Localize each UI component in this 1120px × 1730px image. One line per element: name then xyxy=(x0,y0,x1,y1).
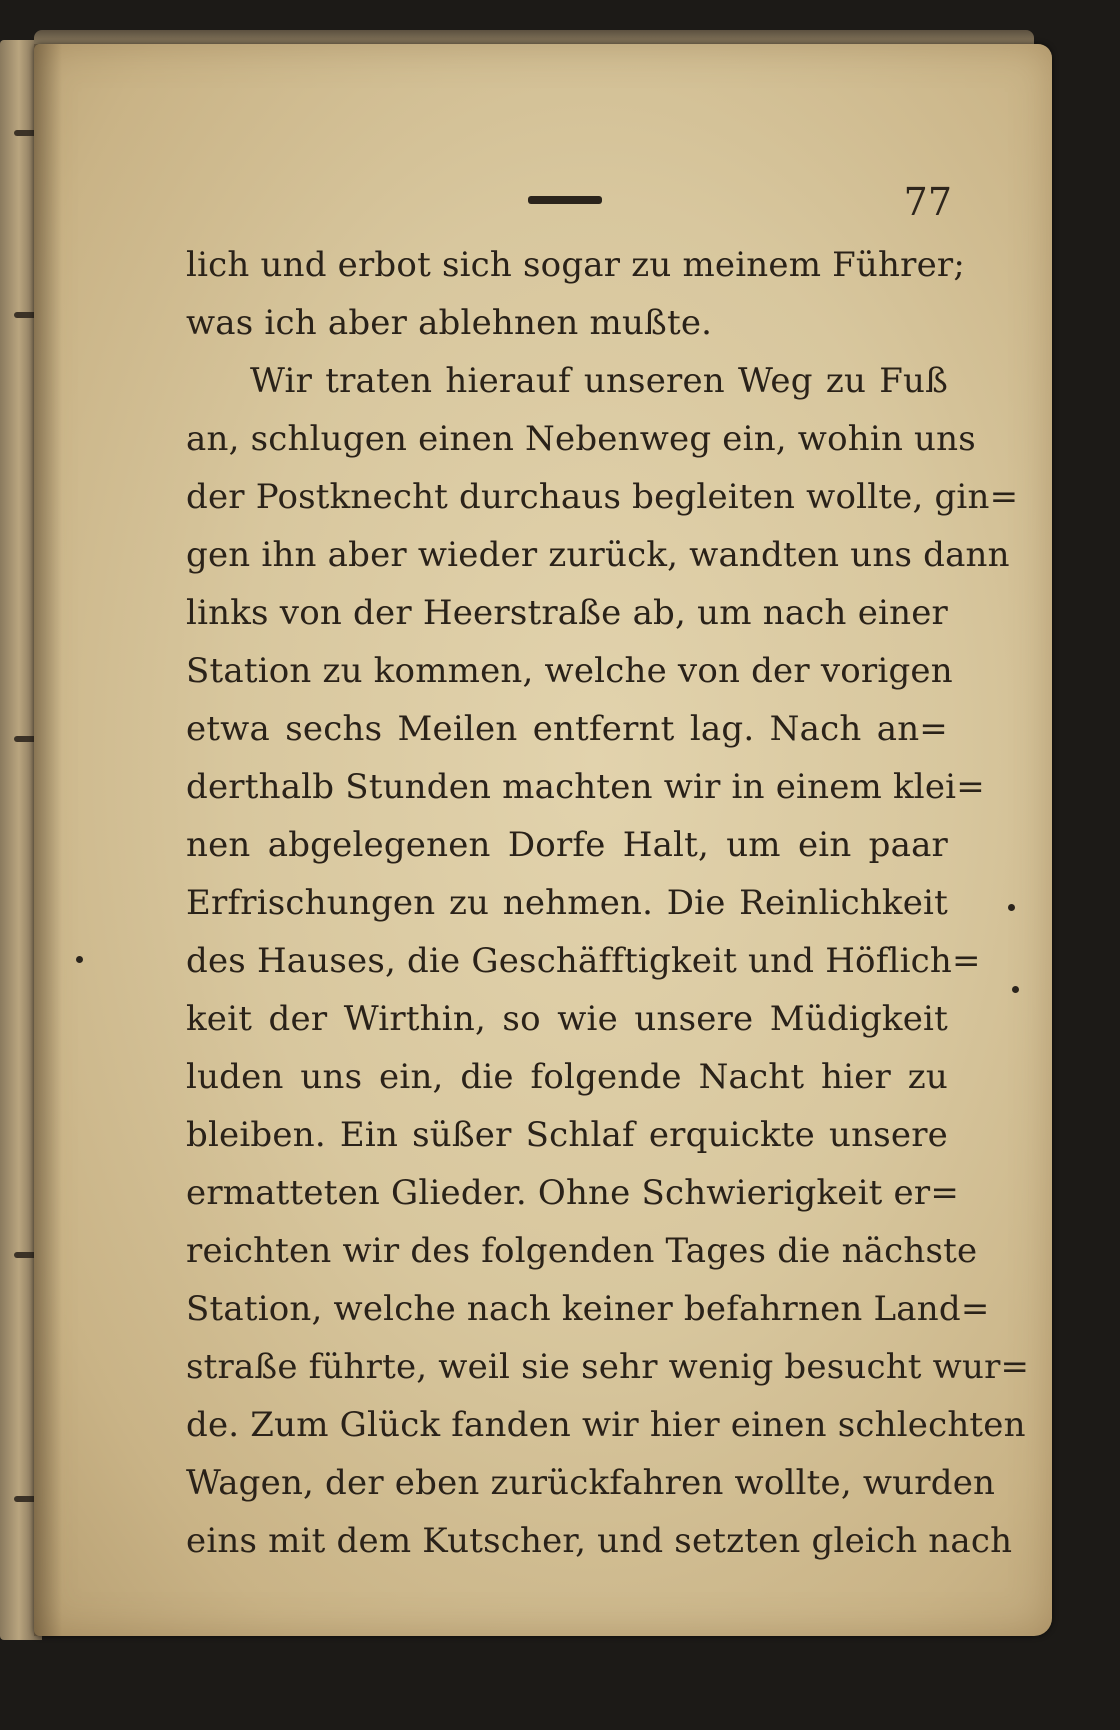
text-line: Wagen, der eben zurückfahren wollte, wurden xyxy=(186,1463,996,1503)
text-line: luden uns ein, die folgende Nacht hier zu xyxy=(186,1057,948,1097)
ink-speck xyxy=(1008,904,1015,911)
text-line: etwa sechs Meilen entfernt lag. Nach an= xyxy=(186,709,948,749)
text-line: derthalb Stunden machten wir in einem klei= xyxy=(186,767,985,807)
text-line: straße führte, weil sie sehr wenig besucht wur= xyxy=(186,1347,1030,1387)
text-line: Station, welche nach keiner befahrnen Land= xyxy=(186,1289,990,1329)
header-rule xyxy=(528,196,602,204)
ink-speck xyxy=(1012,986,1019,993)
text-line: der Postknecht durchaus begleiten wollte, gin= xyxy=(186,477,1019,517)
gutter-shadow xyxy=(34,44,62,1636)
text-line: links von der Heerstraße ab, um nach einer xyxy=(186,593,948,633)
text-line: eins mit dem Kutscher, und setzten gleich nach xyxy=(186,1521,1013,1561)
text-line: Wir traten hierauf unseren Weg zu Fuß xyxy=(250,361,948,401)
page-number: 77 xyxy=(903,180,952,224)
text-line: lich und erbot sich sogar zu meinem Führer; xyxy=(186,245,966,285)
text-line: de. Zum Glück fanden wir hier einen schlechten xyxy=(186,1405,1026,1445)
body-text xyxy=(186,236,1030,1570)
text-line: Station zu kommen, welche von der vorigen xyxy=(186,651,953,691)
text-line: Erfrischungen zu nehmen. Die Reinlichkeit xyxy=(186,883,948,923)
text-line: reichten wir des folgenden Tages die nächste xyxy=(186,1231,978,1271)
text-line: ermatteten Glieder. Ohne Schwierigkeit er= xyxy=(186,1173,960,1213)
ink-speck xyxy=(76,956,83,963)
text-line: bleiben. Ein süßer Schlaf erquickte unsere xyxy=(186,1115,948,1155)
text-line: keit der Wirthin, so wie unsere Müdigkeit xyxy=(186,999,948,1039)
text-line: an, schlugen einen Nebenweg ein, wohin uns xyxy=(186,419,976,459)
text-line: nen abgelegenen Dorfe Halt, um ein paar xyxy=(186,825,948,865)
text-line: was ich aber ablehnen mußte. xyxy=(186,303,713,343)
text-line: gen ihn aber wieder zurück, wandten uns dann xyxy=(186,535,1010,575)
text-line: des Hauses, die Geschäfftigkeit und Höflich= xyxy=(186,941,981,981)
